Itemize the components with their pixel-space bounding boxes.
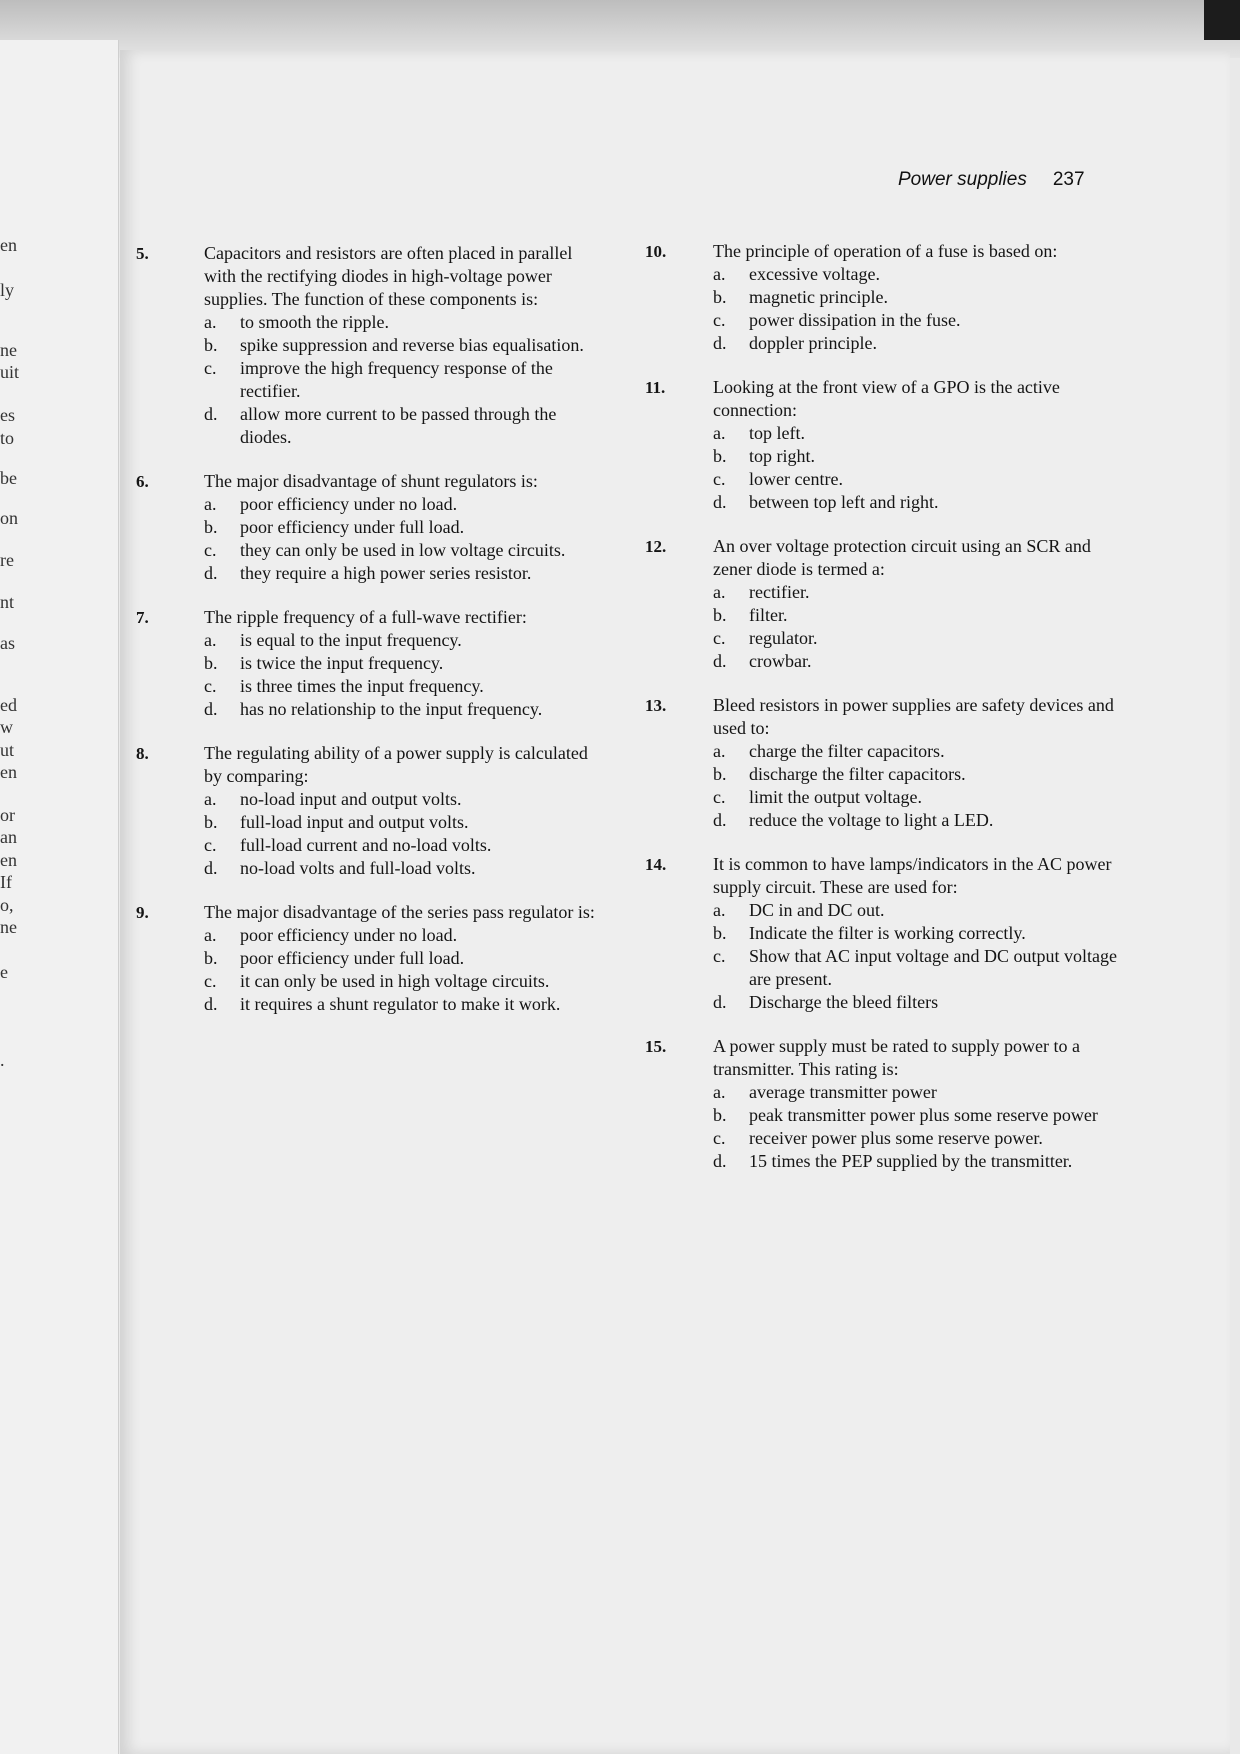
option-label: c. [713, 628, 726, 648]
option-label: a. [713, 741, 726, 761]
option-text: to smooth the ripple. [240, 312, 389, 332]
facing-page-fragment: on [0, 508, 18, 528]
option-text: receiver power plus some reserve power. [749, 1128, 1043, 1148]
option-text: crowbar. [749, 651, 812, 671]
right-question-column [645, 240, 1125, 1194]
facing-page-fragment: es [0, 405, 15, 425]
option-label: d. [713, 333, 727, 353]
answer-options [136, 493, 606, 585]
answer-option [204, 834, 606, 857]
option-text: no-load input and output volts. [240, 789, 462, 809]
option-label: b. [713, 287, 727, 307]
answer-option [204, 629, 606, 652]
answer-option [204, 924, 606, 947]
answer-option [204, 947, 606, 970]
option-label: b. [713, 1105, 727, 1125]
answer-option [713, 1150, 1125, 1173]
question-text: An over voltage protection circuit using an SCR and zener diode is termed a: [713, 536, 1091, 579]
answer-option [713, 899, 1125, 922]
answer-options [136, 924, 606, 1016]
answer-option [713, 263, 1125, 286]
option-text: 15 times the PEP supplied by the transmitter. [749, 1151, 1073, 1171]
question-number: 15. [645, 1037, 667, 1056]
answer-option [713, 309, 1125, 332]
option-label: d. [204, 994, 218, 1014]
question-number: 7. [136, 608, 149, 627]
answer-option [204, 993, 606, 1016]
option-text: they require a high power series resistor. [240, 563, 532, 583]
answer-option [204, 857, 606, 880]
question-number: 10. [645, 242, 667, 261]
option-label: a. [713, 900, 726, 920]
question-text: Bleed resistors in power supplies are safety devices and used to: [713, 695, 1114, 738]
question-number: 12. [645, 537, 667, 556]
facing-page-fragment: ly [0, 280, 15, 300]
option-text: they can only be used in low voltage circuits. [240, 540, 566, 560]
facing-page-fragment: nt [0, 592, 15, 612]
option-label: b. [204, 517, 218, 537]
option-text: poor efficiency under no load. [240, 494, 458, 514]
question-item [136, 742, 606, 880]
option-text: allow more current to be passed through the diodes. [240, 404, 557, 447]
facing-page-fragment: ne [0, 917, 17, 937]
running-header [898, 165, 1128, 195]
question-item [645, 1035, 1125, 1173]
answer-option [713, 445, 1125, 468]
option-label: c. [204, 835, 217, 855]
option-text: is equal to the input frequency. [240, 630, 462, 650]
option-label: c. [204, 358, 217, 378]
answer-option [204, 493, 606, 516]
page-number: 237 [1052, 169, 1085, 190]
option-text: Indicate the filter is working correctly. [749, 923, 1026, 943]
answer-option [713, 945, 1125, 991]
option-text: full-load current and no-load volts. [240, 835, 492, 855]
option-text: rectifier. [749, 582, 810, 602]
option-text: poor efficiency under no load. [240, 925, 458, 945]
option-label: a. [713, 423, 726, 443]
option-text: has no relationship to the input frequency. [240, 699, 543, 719]
question-item [136, 242, 606, 449]
option-text: discharge the filter capacitors. [749, 764, 966, 784]
answer-option [204, 403, 606, 449]
facing-page-strip [0, 40, 119, 1754]
option-label: b. [713, 605, 727, 625]
option-label: a. [204, 925, 217, 945]
question-item [645, 535, 1125, 673]
answer-option [204, 562, 606, 585]
option-text: regulator. [749, 628, 818, 648]
option-label: d. [713, 810, 727, 830]
facing-page-fragment: ne [0, 340, 17, 360]
question-text: Looking at the front view of a GPO is the active connection: [713, 377, 1060, 420]
answer-option [204, 970, 606, 993]
question-item [136, 470, 606, 585]
facing-page-fragment: en [0, 850, 17, 870]
facing-page-fragment: o, [0, 895, 14, 915]
answer-option [204, 334, 606, 357]
option-text: top right. [749, 446, 815, 466]
question-text: The major disadvantage of shunt regulators is: [204, 471, 538, 491]
option-label: b. [713, 764, 727, 784]
question-text: The regulating ability of a power supply is calculated by comparing: [204, 743, 588, 786]
option-label: d. [713, 651, 727, 671]
left-question-column [136, 242, 606, 1037]
answer-option [713, 1081, 1125, 1104]
option-label: d. [713, 1151, 727, 1171]
facing-page-fragment: uit [0, 362, 20, 382]
option-text: doppler principle. [749, 333, 877, 353]
answer-option [204, 311, 606, 334]
option-label: b. [204, 335, 218, 355]
facing-page-fragment: ed [0, 695, 17, 715]
option-text: limit the output voltage. [749, 787, 922, 807]
option-label: b. [713, 923, 727, 943]
option-label: c. [713, 469, 726, 489]
answer-option [204, 675, 606, 698]
question-item [645, 694, 1125, 832]
answer-options [136, 629, 606, 721]
question-item [136, 901, 606, 1016]
question-number: 14. [645, 855, 667, 874]
option-label: a. [204, 630, 217, 650]
facing-page-fragment: to [0, 428, 15, 448]
answer-option [204, 516, 606, 539]
question-number: 9. [136, 903, 149, 922]
option-text: is three times the input frequency. [240, 676, 484, 696]
answer-options [645, 422, 1125, 514]
option-text: magnetic principle. [749, 287, 888, 307]
answer-options [645, 263, 1125, 355]
answer-option [713, 604, 1125, 627]
answer-option [713, 809, 1125, 832]
answer-option [713, 740, 1125, 763]
answer-options [645, 1081, 1125, 1173]
facing-page-fragment: If [0, 872, 12, 892]
question-number: 8. [136, 744, 149, 763]
question-text: Capacitors and resistors are often placed in parallel with the rectifying diodes in high-voltage power supplies. The function of these components is: [204, 243, 573, 309]
facing-page-fragment: en [0, 235, 17, 255]
question-item [136, 606, 606, 721]
option-label: b. [204, 653, 218, 673]
option-label: b. [713, 446, 727, 466]
answer-option [713, 1104, 1125, 1127]
option-label: c. [204, 540, 217, 560]
option-text: Discharge the bleed filters [749, 992, 939, 1012]
option-label: d. [713, 492, 727, 512]
answer-options [645, 740, 1125, 832]
option-text: peak transmitter power plus some reserve power [749, 1105, 1098, 1125]
option-text: poor efficiency under full load. [240, 517, 465, 537]
option-text: charge the filter capacitors. [749, 741, 945, 761]
option-label: a. [204, 494, 217, 514]
option-label: d. [204, 404, 218, 424]
question-text: The principle of operation of a fuse is based on: [713, 241, 1058, 261]
question-text: It is common to have lamps/indicators in the AC power supply circuit. These are used for: [713, 854, 1112, 897]
option-text: lower centre. [749, 469, 843, 489]
question-text: The major disadvantage of the series pass regulator is: [204, 902, 595, 922]
answer-option [204, 788, 606, 811]
answer-option [713, 286, 1125, 309]
answer-option [713, 581, 1125, 604]
answer-option [713, 627, 1125, 650]
option-text: filter. [749, 605, 788, 625]
option-text: average transmitter power [749, 1082, 937, 1102]
option-text: between top left and right. [749, 492, 939, 512]
answer-option [713, 786, 1125, 809]
answer-option [713, 763, 1125, 786]
option-text: poor efficiency under full load. [240, 948, 465, 968]
option-text: Show that AC input voltage and DC output voltage are present. [749, 946, 1117, 989]
option-label: a. [713, 264, 726, 284]
question-text: A power supply must be rated to supply power to a transmitter. This rating is: [713, 1036, 1080, 1079]
question-number: 11. [645, 378, 666, 397]
facing-page-fragment: w [0, 717, 13, 737]
option-label: d. [204, 858, 218, 878]
option-text: improve the high frequency response of the rectifier. [240, 358, 553, 401]
facing-page-fragment: ut [0, 740, 15, 760]
facing-page-fragment: be [0, 468, 17, 488]
answer-option [204, 539, 606, 562]
option-text: full-load input and output volts. [240, 812, 469, 832]
question-text: The ripple frequency of a full-wave rectifier: [204, 607, 527, 627]
option-text: no-load volts and full-load volts. [240, 858, 476, 878]
question-item [645, 376, 1125, 514]
answer-option [204, 811, 606, 834]
question-number: 6. [136, 472, 149, 491]
facing-page-fragment: en [0, 762, 17, 782]
option-label: c. [713, 787, 726, 807]
facing-page-fragment: or [0, 805, 15, 825]
option-label: c. [713, 1128, 726, 1148]
answer-option [713, 650, 1125, 673]
option-text: DC in and DC out. [749, 900, 885, 920]
answer-options [645, 899, 1125, 1014]
answer-option [204, 698, 606, 721]
option-text: spike suppression and reverse bias equalisation. [240, 335, 584, 355]
question-item [645, 240, 1125, 355]
question-number: 13. [645, 696, 667, 715]
facing-page-fragment: . [0, 1050, 5, 1070]
answer-option [713, 332, 1125, 355]
option-label: d. [204, 699, 218, 719]
option-label: c. [204, 971, 217, 991]
facing-page-fragment: re [0, 550, 14, 570]
option-text: excessive voltage. [749, 264, 880, 284]
answer-option [713, 1127, 1125, 1150]
question-number: 5. [136, 244, 149, 263]
option-label: d. [204, 563, 218, 583]
option-label: b. [204, 948, 218, 968]
answer-option [204, 357, 606, 403]
option-text: it can only be used in high voltage circuits. [240, 971, 550, 991]
answer-options [136, 311, 606, 449]
option-label: a. [204, 789, 217, 809]
answer-option [713, 468, 1125, 491]
option-label: c. [204, 676, 217, 696]
option-label: a. [713, 1082, 726, 1102]
option-label: a. [204, 312, 217, 332]
option-text: reduce the voltage to light a LED. [749, 810, 994, 830]
answer-option [204, 652, 606, 675]
facing-page-fragment: an [0, 827, 17, 847]
answer-option [713, 991, 1125, 1014]
answer-options [136, 788, 606, 880]
facing-page-fragment: e [0, 962, 8, 982]
facing-page-fragment: as [0, 633, 15, 653]
question-item [645, 853, 1125, 1014]
section-title: Power supplies [898, 169, 1027, 190]
answer-options [645, 581, 1125, 673]
option-text: top left. [749, 423, 805, 443]
option-label: d. [713, 992, 727, 1012]
option-text: power dissipation in the fuse. [749, 310, 961, 330]
answer-option [713, 422, 1125, 445]
option-label: c. [713, 946, 726, 966]
answer-option [713, 491, 1125, 514]
scanner-edge [1204, 0, 1240, 40]
option-text: it requires a shunt regulator to make it work. [240, 994, 561, 1014]
option-label: c. [713, 310, 726, 330]
option-label: b. [204, 812, 218, 832]
answer-option [713, 922, 1125, 945]
option-text: is twice the input frequency. [240, 653, 444, 673]
option-label: a. [713, 582, 726, 602]
